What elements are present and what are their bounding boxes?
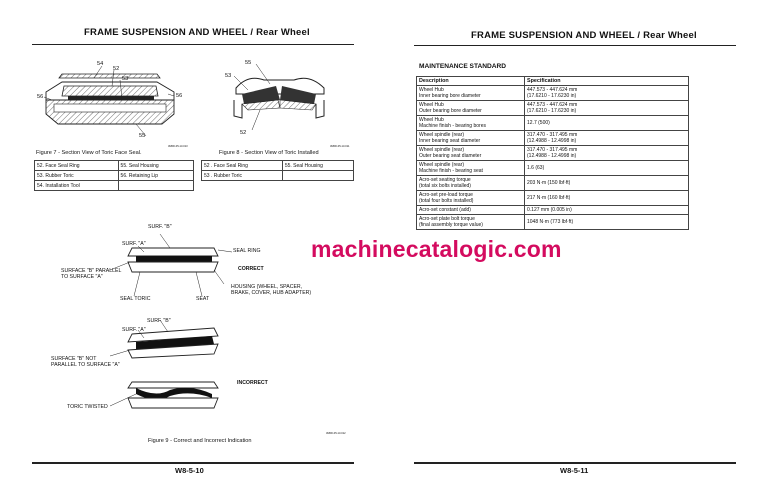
- fig7-legend-table: [34, 160, 194, 191]
- specification-cell: 317.470 - 317.495 mm (12.4988 - 12.4998 in): [525, 131, 689, 146]
- table-row: [417, 116, 689, 131]
- left-header-rule: [32, 44, 354, 45]
- table-row: [417, 206, 689, 215]
- fig8-legend-cell: 55. Seal Housing: [282, 161, 353, 171]
- right-header-rule: [414, 45, 736, 46]
- figure9-drawing: [110, 228, 240, 418]
- right-page-title: FRAME SUSPENSION AND WHEEL / Rear Wheel: [471, 30, 697, 41]
- description-cell: Wheel spindle (rear) Inner bearing seat diameter: [417, 131, 525, 146]
- fig9-surf-b-correct: SURF. "B": [148, 224, 172, 230]
- left-footer-rule: [32, 462, 354, 464]
- table-row: [417, 86, 689, 101]
- fig8-legend-cell: 52 . Face Seal Ring: [202, 161, 283, 171]
- figure7-drawing: [32, 60, 192, 152]
- fig9-surf-a-incorrect: SURF. "A": [122, 327, 146, 333]
- fig8-legend-cell: 53 . Rubber Toric: [202, 171, 283, 181]
- description-cell: Acro-set seating torque (total six bolts installed): [417, 176, 525, 191]
- section-heading: MAINTENANCE STANDARD: [419, 63, 507, 70]
- fig9-not-parallel-label-1: SURFACE "B" NOT: [51, 356, 97, 362]
- fig9-surf-b-incorrect: SURF. "B": [147, 318, 171, 324]
- fig9-seat-label: SEAT: [196, 296, 210, 302]
- table-row: [417, 131, 689, 146]
- table-row: [417, 191, 689, 206]
- fig7-legend-cell: [118, 181, 193, 191]
- description-cell: Wheel Hub Outer bearing bore diameter: [417, 101, 525, 116]
- table-row: [417, 146, 689, 161]
- fig7-callout-56-left: 56: [37, 94, 44, 100]
- description-cell: Acro-set plate bolt torque (final assembly torque value): [417, 215, 525, 230]
- fig9-incorrect-label: INCORRECT: [237, 380, 268, 386]
- fig8-callout-55: 55: [245, 60, 252, 66]
- fig7-legend-row: [35, 161, 194, 171]
- fig7-legend-cell: 55. Seal Housing: [118, 161, 193, 171]
- fig9-correct-label: CORRECT: [238, 266, 264, 272]
- fig7-legend-cell: 54. Installation Tool: [35, 181, 119, 191]
- maintenance-standard-table: [416, 76, 689, 230]
- description-cell: Wheel Hub Machine finish - bearing bores: [417, 116, 525, 131]
- fig8-legend-row: [202, 171, 354, 181]
- description-cell: Wheel spindle (rear) Machine finish - bearing seat: [417, 161, 525, 176]
- fig7-callout-52: 52: [113, 66, 120, 72]
- description-cell: Acro-set pre-load torque (total four bolts installed): [417, 191, 525, 206]
- fig7-legend-cell: 56. Retaining Lip: [118, 171, 193, 181]
- specification-cell: 1048 N·m (773 lbf·ft): [525, 215, 689, 230]
- watermark-text: machinecatalogic.com: [311, 236, 562, 262]
- table-header-row: [417, 77, 689, 86]
- fig9-housing-label-1: HOUSING (WHEEL, SPACER,: [231, 284, 303, 290]
- fig8-legend-row: [202, 161, 354, 171]
- specification-cell: 0.127 mm (0.005 in): [525, 206, 689, 215]
- column-header-description: Description: [417, 77, 525, 86]
- description-cell: Acro-set constant (add): [417, 206, 525, 215]
- fig7-legend-cell: 53. Rubber Toric: [35, 171, 119, 181]
- specification-cell: 447.573 - 447.624 mm (17.6210 - 17.6230 in): [525, 101, 689, 116]
- specification-cell: 447.573 - 447.624 mm (17.6210 - 17.6230 in): [525, 86, 689, 101]
- fig7-callout-54: 54: [97, 61, 104, 67]
- right-page-number: W8-5-11: [560, 466, 589, 475]
- table-body: [417, 86, 689, 230]
- fig9-code: 3M0D-05-13-012: [326, 432, 346, 435]
- right-footer-rule: [414, 462, 736, 464]
- description-cell: Wheel spindle (rear) Outer bearing seat diameter: [417, 146, 525, 161]
- fig9-housing-label-2: BRAKE, COVER, HUB ADAPTER): [231, 290, 312, 296]
- table-row: [417, 101, 689, 116]
- column-header-specification: Specification: [525, 77, 689, 86]
- fig9-seal-toric-label: SEAL TORIC: [120, 296, 151, 302]
- table-row: [417, 176, 689, 191]
- fig7-caption: Figure 7 - Section View of Toric Face Seal.: [36, 150, 142, 156]
- fig7-legend-row: [35, 171, 194, 181]
- fig9-parallel-label-1: SURFACE "B" PARALLEL: [61, 268, 122, 274]
- fig9-toric-twisted-label: TORIC TWISTED: [67, 404, 108, 410]
- table-row: [417, 215, 689, 230]
- fig8-legend-cell: [282, 171, 353, 181]
- figure8-drawing: [218, 60, 338, 142]
- fig7-callout-56-right: 56: [176, 93, 183, 99]
- fig9-surf-a-correct: SURF. "A": [122, 241, 146, 247]
- specification-cell: 317.470 - 317.495 mm (12.4988 - 12.4998 in): [525, 146, 689, 161]
- fig7-callout-55: 55: [139, 133, 146, 139]
- fig9-parallel-label-2: TO SURFACE "A": [61, 274, 103, 280]
- fig7-legend-cell: 52. Face Seal Ring: [35, 161, 119, 171]
- fig9-not-parallel-label-2: PARALLEL TO SURFACE "A": [51, 362, 120, 368]
- fig8-callout-52: 52: [240, 130, 247, 136]
- fig9-caption: Figure 9 - Correct and Incorrect Indication: [148, 438, 252, 444]
- left-page-title: FRAME SUSPENSION AND WHEEL / Rear Wheel: [84, 27, 310, 38]
- specification-cell: 1.6 (63): [525, 161, 689, 176]
- specification-cell: 203 N·m (150 lbf·ft): [525, 176, 689, 191]
- fig7-code: 3M0D-05-13-013: [168, 145, 188, 148]
- fig9-seal-ring-label: SEAL RING: [233, 248, 261, 254]
- fig7-legend-row: [35, 181, 194, 191]
- specification-cell: 12.7 (500): [525, 116, 689, 131]
- description-cell: Wheel Hub Inner bearing bore diameter: [417, 86, 525, 101]
- fig7-callout-53: 53: [122, 76, 129, 82]
- fig8-code: 3M0D-05-13-011: [330, 145, 350, 148]
- fig8-callout-53: 53: [225, 73, 232, 79]
- left-page-number: W8-5-10: [175, 466, 204, 475]
- fig8-legend-table: [201, 160, 354, 181]
- table-row: [417, 161, 689, 176]
- fig8-caption: Figure 8 - Section View of Toric Installed: [219, 150, 319, 156]
- specification-cell: 217 N·m (160 lbf·ft): [525, 191, 689, 206]
